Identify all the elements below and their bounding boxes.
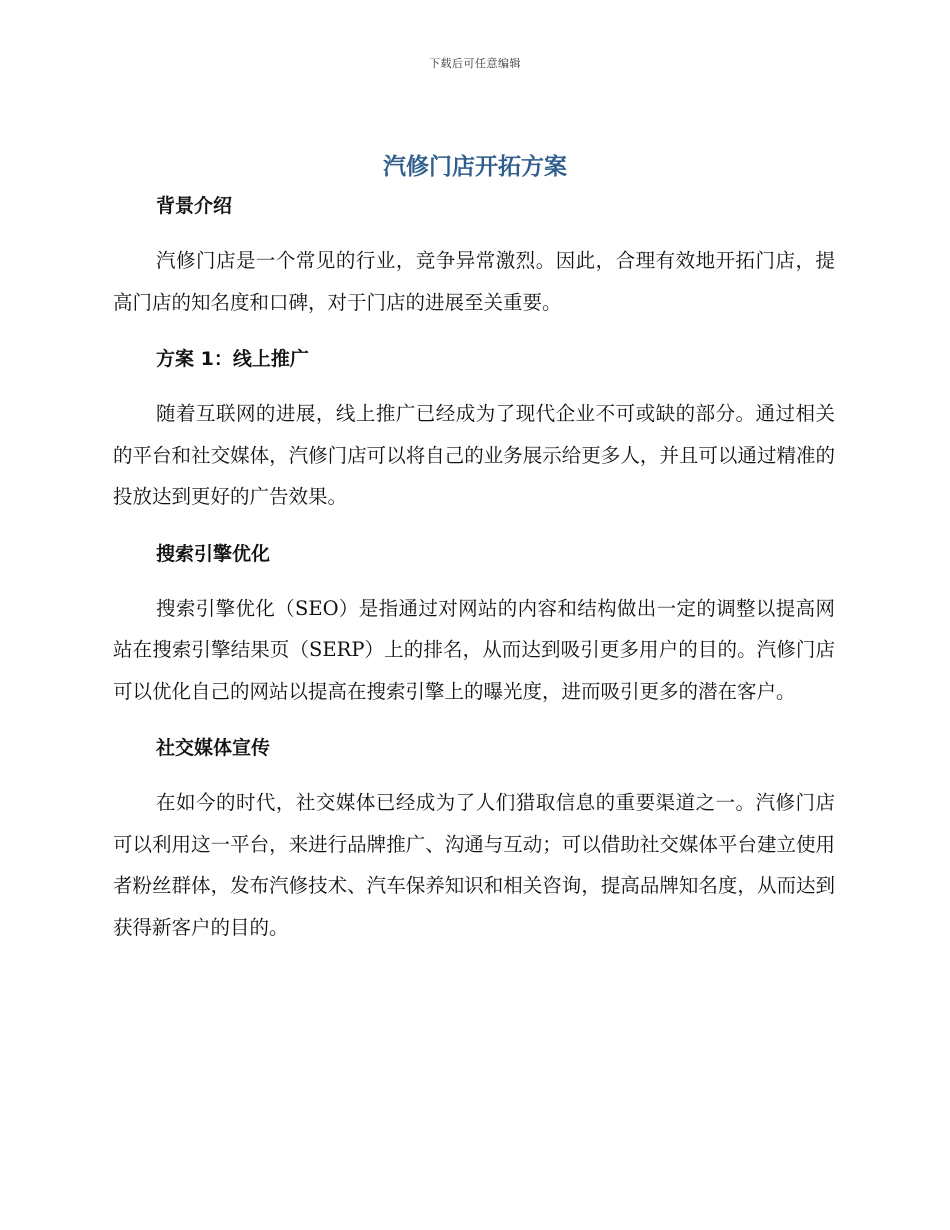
section-heading: 背景介绍: [156, 195, 233, 217]
document-content: [113, 190, 835, 968]
header-note: 下载后可任意编辑: [429, 57, 521, 70]
section-online-promotion: [113, 343, 835, 518]
section-social-media: [113, 732, 835, 948]
section-paragraph: 搜索引擎优化（SEO）是指通过对网站的内容和结构做出一定的调整以提高网站在搜索引擎结果页（SERP）上的排名，从而达到吸引更多用户的目的。汽修门店可以优化自己的网站以提高在搜索引擎上的曝光度，进而吸引更多的潜在客户。: [113, 596, 835, 703]
section-paragraph: 随着互联网的进展，线上推广已经成为了现代企业不可或缺的部分。通过相关的平台和社交媒体，汽修门店可以将自己的业务展示给更多人，并且可以通过精准的投放达到更好的广告效果。: [113, 402, 835, 508]
section-background: [113, 190, 835, 323]
section-heading: 搜索引擎优化: [156, 542, 271, 565]
document-title: 汽修门店开拓方案: [383, 154, 567, 180]
section-paragraph: 在如今的时代，社交媒体已经成为了人们猎取信息的重要渠道之一。汽修门店可以利用这一平台，来进行品牌推广、沟通与互动；可以借助社交媒体平台建立使用者粉丝群体，发布汽修技术、汽车保养知识和相关咨询，提高品牌知名度，从而达到获得新客户的目的。: [113, 791, 835, 939]
section-paragraph: 汽修门店是一个常见的行业，竞争异常激烈。因此，合理有效地开拓门店，提高门店的知名度和口碑，对于门店的进展至关重要。: [113, 249, 835, 314]
section-seo: [113, 538, 835, 713]
section-heading: 社交媒体宣传: [156, 737, 271, 759]
section-heading: 方案 1：线上推广: [156, 348, 309, 370]
